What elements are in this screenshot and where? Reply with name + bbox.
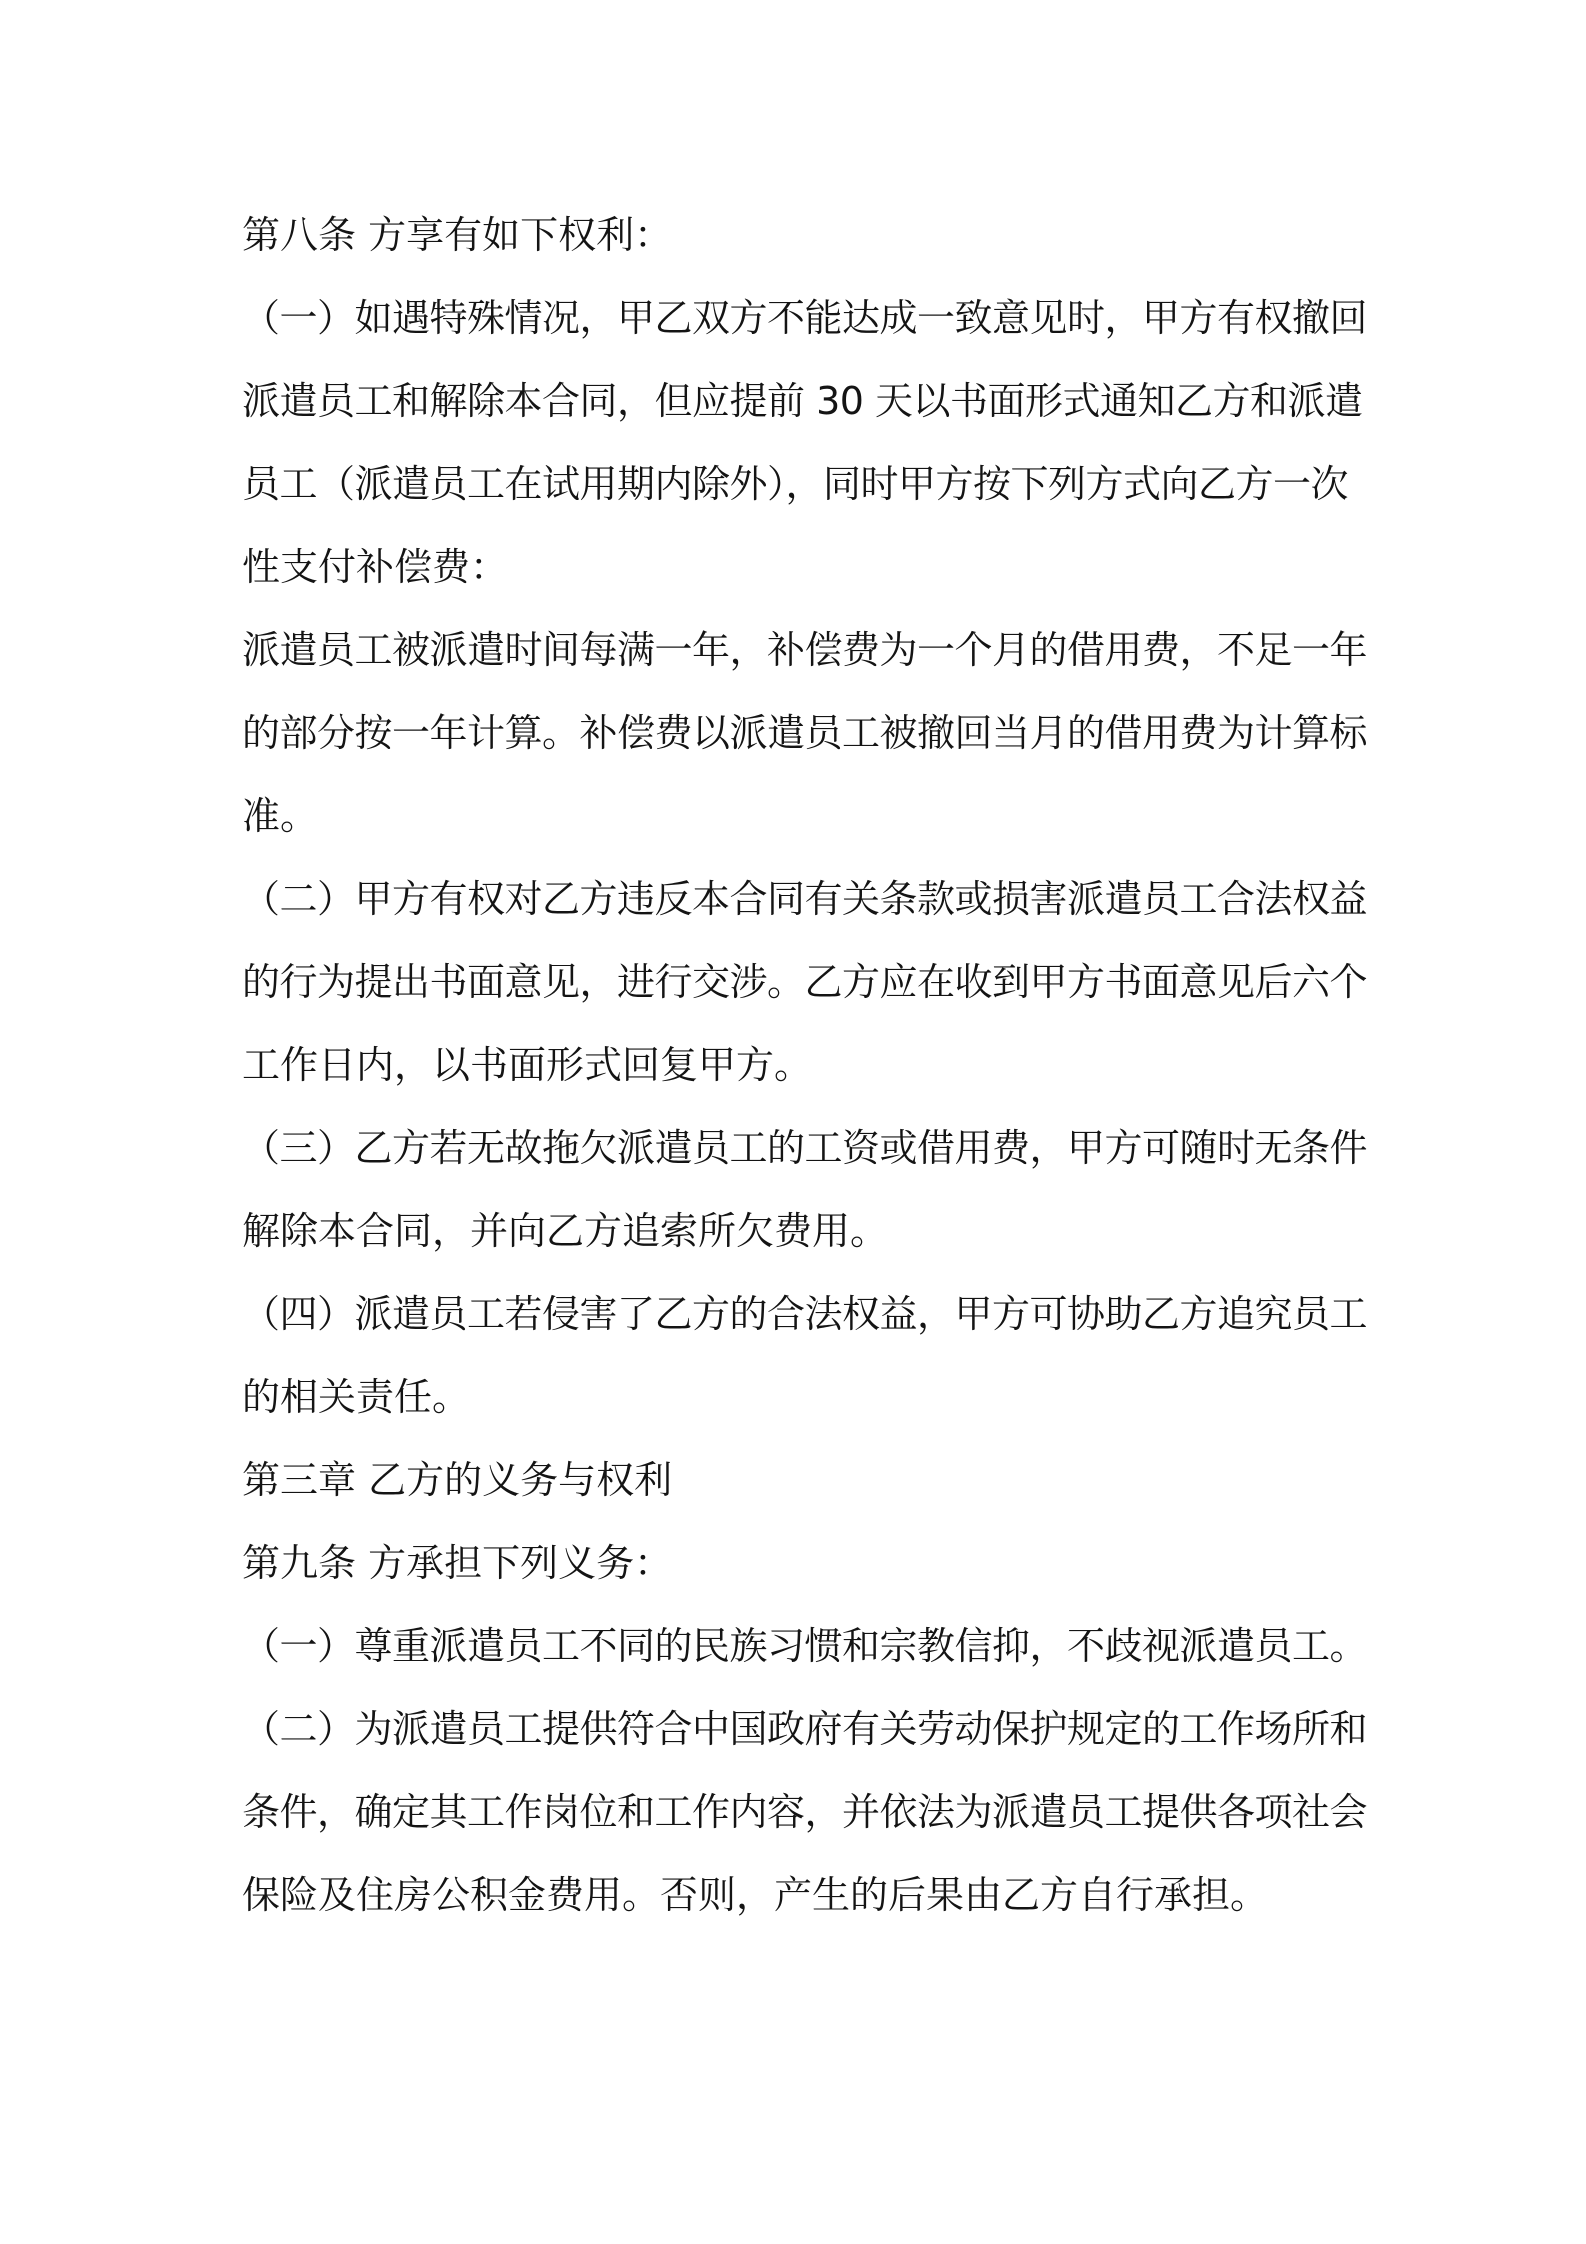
compensation-paragraph-line-3: 准。 (242, 794, 319, 838)
compensation-paragraph-line-2: 的部分按一年计算。补偿费以派遣员工被撤回当月的借用费为计算标 (242, 711, 1368, 755)
article-8-clause-3-line-2: 解除本合同，并向乙方追索所欠费用。 (242, 1209, 889, 1253)
article-9-clause-2-line-3: 保险及住房公积金费用。否则，产生的后果由乙方自行承担。 (242, 1873, 1269, 1917)
article-9-clause-2-line-1: （二）为派遣员工提供符合中国政府有关劳动保护规定的工作场所和 (242, 1707, 1368, 1751)
article-8-clause-3-line-1: （三）乙方若无故拖欠派遣员工的工资或借用费，甲方可随时无条件 (242, 1126, 1368, 1170)
article-8-clause-4-line-1: （四）派遣员工若侵害了乙方的合法权益，甲方可协助乙方追究员工 (242, 1292, 1368, 1336)
article-9-clause-1-line-1: （一）尊重派遣员工不同的民族习惯和宗教信抑，不歧视派遣员工。 (242, 1624, 1368, 1668)
chapter-3-heading: 第三章 乙方的义务与权利 (242, 1458, 673, 1502)
article-8-clause-2-line-2: 的行为提出书面意见，进行交涉。乙方应在收到甲方书面意见后六个 (242, 960, 1368, 1004)
article-8-clause-2-line-3: 工作日内，以书面形式回复甲方。 (242, 1043, 813, 1087)
article-8-clause-2-line-1: （二）甲方有权对乙方违反本合同有关条款或损害派遣员工合法权益 (242, 877, 1368, 921)
article-8-clause-4-line-2: 的相关责任。 (242, 1375, 471, 1419)
article-8-clause-1-line-2: 派遣员工和解除本合同，但应提前 30 天以书面形式通知乙方和派遣 (242, 379, 1363, 423)
article-8-clause-1-line-1: （一）如遇特殊情况，甲乙双方不能达成一致意见时，甲方有权撤回 (242, 296, 1368, 340)
article-9-clause-2-line-2: 条件，确定其工作岗位和工作内容，并依法为派遣员工提供各项社会 (242, 1790, 1368, 1834)
compensation-paragraph-line-1: 派遣员工被派遣时间每满一年，补偿费为一个月的借用费，不足一年 (242, 628, 1368, 672)
article-8-heading: 第八条 方享有如下权利： (242, 213, 673, 257)
document-body (242, 194, 1368, 1937)
article-8-clause-1-line-3: 员工（派遣员工在试用期内除外），同时甲方按下列方式向乙方一次 (242, 462, 1349, 506)
article-9-heading: 第九条 方承担下列义务： (242, 1541, 673, 1585)
article-8-clause-1-line-4: 性支付补偿费： (242, 545, 509, 589)
